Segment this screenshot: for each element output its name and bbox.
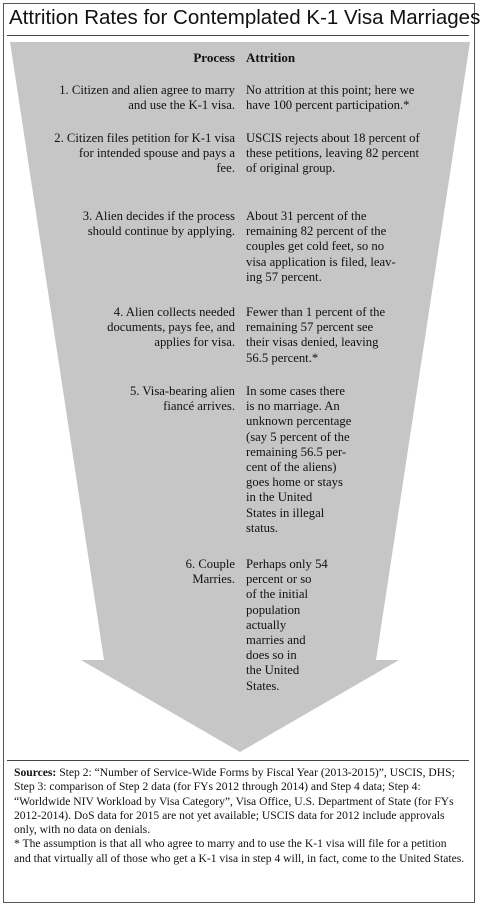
process-column-header: Process [193,50,235,65]
figure-title: Attrition Rates for Contemplated K-1 Visa Marriages [9,6,480,29]
step-1-attrition: No attrition at this point; here we have 100 percent participation.* [246,83,415,113]
step-6-attrition: Perhaps only 54 percent or so of the initial population actually marries and does so in the United States. [246,557,328,693]
footnote-divider [7,760,469,761]
step-5-attrition: In some cases there is no marriage. An unknown percentage (say 5 percent of the remaining 56.5 per- cent of the aliens) goes home or stays in the United States in illegal status. [246,384,352,535]
step-4-attrition: Fewer than 1 percent of the remaining 57 percent see their visas denied, leaving 56.5 percent.* [246,305,386,365]
step-2-process: 2. Citizen files petition for K-1 visa for intended spouse and pays a fee. [54,131,235,176]
sources-text: Step 2: “Number of Service-Wide Forms by Fiscal Year (2013-2015)”, USCIS, DHS; Step 3: comparison of Step 2 data (for FYs 2012 through 2014) and Step 4 data; Step 4: “Worldwide NIV Workload by Visa Category”, Visa Office, U.S. Department of State (for FYs 2012-2014). DoS data for 2015 are not yet available; USCIS data for 2012 include approvals only, with no data on denials. [14,766,455,837]
assumption-note: * The assumption is that all who agree to marry and to use the K-1 visa will file for a petition and that virtually all of those who get a K-1 visa in step 4 will, in fact, come to the United States. [14,837,465,865]
step-3-attrition: About 31 percent of the remaining 82 percent of the couples get cold feet, so no visa application is filed, leav- ing 57 percent. [246,209,396,284]
step-2-attrition: USCIS rejects about 18 percent of these petitions, leaving 82 percent of original group. [246,131,420,176]
step-4-process: 4. Alien collects needed documents, pays fee, and applies for visa. [107,305,235,350]
attrition-column-header: Attrition [246,50,296,65]
sources-label: Sources: [14,766,57,779]
step-3-process: 3. Alien decides if the process should continue by applying. [82,209,235,239]
step-5-process: 5. Visa-bearing alien fiancé arrives. [129,384,235,414]
step-6-process: 6. Couple Marries. [185,557,235,587]
footnote-block [14,766,466,866]
step-1-process: 1. Citizen and alien agree to marry and use the K-1 visa. [59,83,235,113]
sources-paragraph [14,766,466,837]
